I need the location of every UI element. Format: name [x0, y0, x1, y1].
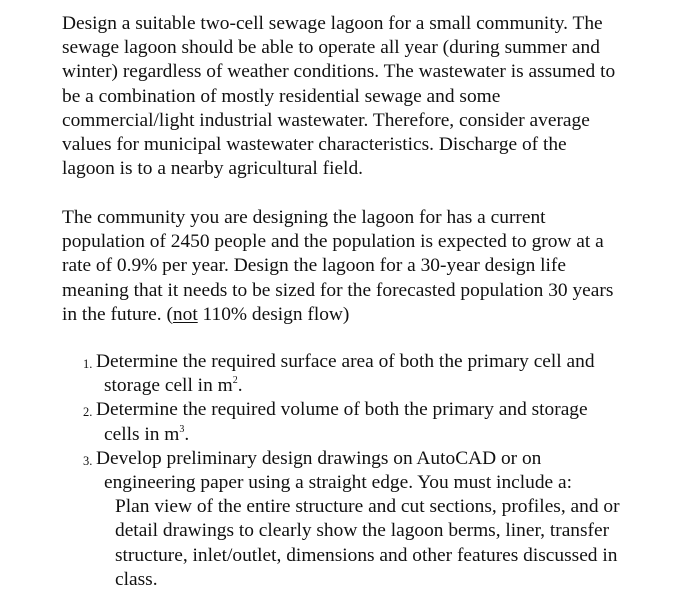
list-number: 1.: [83, 357, 93, 371]
list-item-text: engineering paper using a straight edge. You must include a:: [104, 472, 572, 494]
text-fragment: cells in m: [104, 423, 180, 445]
paragraph-line: winter) regardless of weather conditions. The wastewater is assumed to: [62, 61, 616, 83]
population-paragraph: [62, 206, 662, 327]
paragraph-line: lagoon is to a nearby agricultural field.: [62, 158, 363, 180]
text-fragment: .: [184, 423, 190, 445]
list-number: 2.: [83, 405, 93, 420]
list-item: [0, 447, 700, 592]
list-item-text: Develop preliminary design drawings on AutoCAD or on: [96, 447, 542, 469]
paragraph-line: population of 2450 people and the population is expected to grow at a: [62, 231, 604, 253]
paragraph-line: meaning that it needs to be sized for the forecasted population 30 years: [62, 279, 614, 301]
sub-item-text: detail drawings to clearly show the lagoon berms, liner, transfer: [115, 520, 610, 542]
line-suffix: 110% design flow): [197, 303, 350, 325]
intro-paragraph: [62, 12, 662, 181]
paragraph-line: commercial/light industrial wastewater. Therefore, consider average: [62, 109, 590, 131]
superscript: 3: [179, 423, 185, 435]
sub-item-text: Plan view of the entire structure and cut sections, profiles, and or: [115, 496, 620, 518]
underlined-word: not: [172, 303, 198, 325]
paragraph-line: [62, 303, 662, 327]
list-item-text: Determine the required surface area of both the primary cell and: [96, 351, 595, 372]
paragraph-line: rate of 0.9% per year. Design the lagoon for a 30-year design life: [62, 255, 566, 277]
superscript: 2: [232, 375, 238, 387]
list-item-text: [104, 374, 700, 398]
sub-item-text: structure, inlet/outlet, dimensions and other features discussed in: [115, 544, 618, 566]
paragraph-line: Design a suitable two-cell sewage lagoon for a small community. The: [62, 13, 603, 34]
sub-item-text: class.: [115, 568, 158, 590]
paragraph-line: values for municipal wastewater characteristics. Discharge of the: [62, 134, 567, 156]
paragraph-line: sewage lagoon should be able to operate all year (during summer and: [62, 37, 600, 59]
text-fragment: .: [237, 375, 243, 397]
list-item-text: [104, 423, 700, 447]
text-fragment: storage cell in m: [104, 375, 233, 397]
list-number: 3.: [83, 453, 93, 468]
line-prefix: in the future. (: [62, 303, 173, 325]
paragraph-line: be a combination of mostly residential sewage and some: [62, 85, 501, 107]
task-list: [0, 350, 700, 592]
list-item-text: Determine the required volume of both the primary and storage: [96, 399, 588, 421]
list-item: [0, 398, 700, 446]
paragraph-line: The community you are designing the lagoon for has a current: [62, 207, 546, 228]
list-item: [0, 350, 700, 398]
